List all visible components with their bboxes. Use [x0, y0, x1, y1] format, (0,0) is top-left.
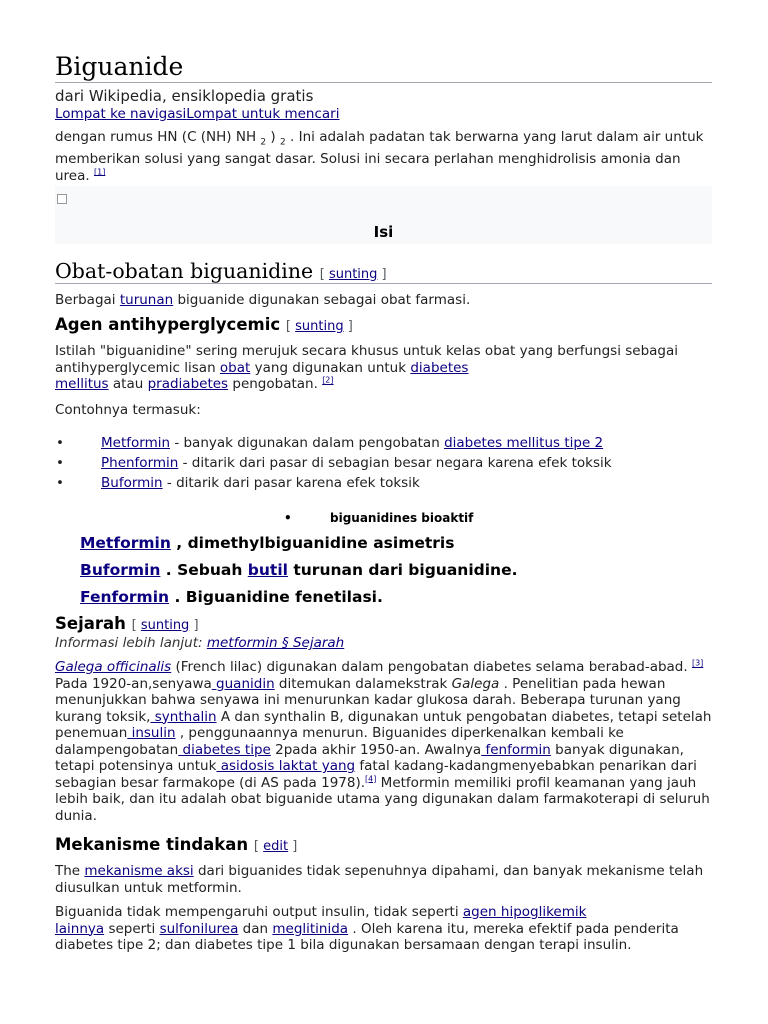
edit-section: [ sunting ]	[319, 267, 387, 282]
heading-text: Obat-obatan biguanidine	[55, 259, 314, 283]
citation-link[interactable]: [1]	[93, 167, 106, 177]
intro-text: )	[266, 129, 280, 145]
asidosis-laktat-link[interactable]: asidosis laktat yang	[216, 758, 356, 774]
fenformin-link[interactable]: fenformin	[481, 741, 551, 758]
page-title: Biguanide	[55, 52, 184, 81]
paragraph: The mekanisme aksi dari biguanides tidak sepenuhnya dipahami, dan banyak mekanisme telah diusulkan untuk metformin.	[55, 863, 704, 896]
edit-section: [ edit ]	[253, 839, 298, 854]
list-item: Buformin . Sebuah butil turunan dari biguanidine.	[80, 561, 518, 579]
paragraph: Biguanida tidak mempengaruhi output insulin, tidak seperti agen hipoglikemik lainnya seperti sulfonilurea dan meglitinida . Oleh karena itu, mereka efektif pada penderita diabetes tipe 2; dan diabetes tipe 1 bila digunakan bersamaan dengan terapi insulin.	[55, 904, 679, 953]
edit-link[interactable]: sunting	[140, 618, 190, 633]
jump-links	[55, 106, 712, 123]
toc-toggle-checkbox[interactable]	[57, 194, 67, 204]
article-page: Biguanide dari Wikipedia, ensiklopedia gratis Lompat ke navigasiLompat untuk mencari dengan rumus HN (C (NH) NH $_2$ ) $_2$ . Ini adalah padatan tak berwarna yang larut dalam air untuk memberikan solusi yang sangat dasar. Solusi ini secara perlahan menghidrolisis amonia dan urea. [1] Isi Obat-obatan biguanidine [ sunting ] Berbagai turunan biguanide digunakan sebagai obat farmasi. Agen antihyperglycemic [ sunting ] Istilah "biguanidine" sering merujuk secara khusus untuk kelas obat yang berfungsi sebagai antihyperglycemic lisan obat yang digunakan untuk diabetes mellitus atau pradiabetes pengobatan. [2] Contohnya termasuk: • Metformin - banyak digunakan dalam pengobatan diabetes mellitus tipe 2 • Phenformin - ditarik dari pasar di sebagian besar negara karena efek toksik • Buformin - ditarik dari pasar karena efek toksik • biguanidines bioaktif Metformin , dimethylbiguanidine asimetris Buformin . Sebuah butil turunan dari biguanidine. Fenformin . Biguanidine fenetilasi. Sejarah [ sunting ] Informasi lebih lanjut: metformin § Sejarah Galega officinalis (French lilac) digunakan dalam pengobatan diabetes selama berabad-abad. [3] Pada 1920-an,senyawa guanidin ditemukan dalamekstrak Galega . Penelitian pada hewan menunjukkan bahwa senyawa ini menurunkan kadar glukosa darah. Beberapa turunan yang kurang toksik, synthalin A dan synthalin B, digunakan untuk pengobatan diabetes, tetapi setelah penemuan insulin , penggunaannya menurun. Biguanides diperkenalkan kembali ke dalampengobatan diabetes tipe 2pada akhir 1950-an. Awalnya fenformin banyak digunakan, tetapi potensinya untuk asidosis laktat yang fatal kadang-kadangmenyebabkan penarikan dari sebagian besar farmakope (di AS pada 1978).[4] Metformin memiliki profil keamanan yang jauh lebih baik, dan itu adalah obat biguanide utama yang digunakan dalam farmakoterapi di seluruh dunia. Mekanisme tindakan [ edit ] The mekanisme aksi dari biguanides tidak sepenuhnya dipahami, dan banyak mekanisme telah diusulkan untuk metformin. Biguanida tidak mempengaruhi output insulin, tidak seperti agen hipoglikemik lainnya seperti sulfonilurea dan meglitinida . Oleh karena itu, mereka efektif pada penderita diabetes tipe 2; dan diabetes tipe 1 bila digunakan bersamaan dengan terapi insulin.	[55, 52, 712, 953]
agen-hipoglikemik-lainnya-link[interactable]: lainnya	[55, 920, 105, 937]
intro-subscript: 2	[260, 137, 267, 148]
paragraph: Istilah "biguanidine" sering merujuk secara khusus untuk kelas obat yang berfungsi sebagai antihyperglycemic lisan obat yang digunakan untuk diabetes mellitus atau pradiabetes pengobatan. [2]	[55, 343, 679, 392]
paragraph: Berbagai turunan biguanide digunakan sebagai obat farmasi.	[55, 292, 471, 308]
diabetes-mellitus-tipe-2-link[interactable]: diabetes mellitus tipe 2	[444, 435, 604, 451]
diabetes-tipe-link[interactable]: diabetes tipe	[178, 741, 271, 758]
list-item: • Buformin - ditarik dari pasar karena efek toksik	[56, 475, 420, 491]
intro-subscript: 2	[280, 137, 286, 148]
turunan-link[interactable]: turunan	[119, 292, 174, 308]
guanidin-link[interactable]: guanidin	[211, 675, 275, 692]
heading-text: Sejarah	[55, 614, 126, 633]
heading-text: Agen antihyperglycemic	[55, 315, 281, 334]
diabetes-link[interactable]: diabetes	[410, 359, 469, 376]
metformin-link[interactable]: Metformin	[101, 435, 171, 451]
toc-title: Isi	[373, 223, 394, 241]
subsection-heading-mekanisme	[55, 834, 712, 858]
sulfonilurea-link[interactable]: sulfonilurea	[159, 920, 239, 937]
edit-link[interactable]: edit	[263, 839, 289, 854]
intro-text: . Ini adalah padatan tak berwarna yang larut dalam air untuk memberikan solusi yang sangat dasar. Solusi ini secara perlahan menghidrolisis amonia dan urea.	[55, 129, 704, 184]
edit-section: [ sunting ]	[285, 319, 353, 334]
mellitus-link[interactable]: mellitus	[55, 376, 109, 392]
edit-section: [ sunting ]	[131, 618, 199, 633]
metformin-sejarah-link[interactable]: metformin § Sejarah	[206, 635, 345, 651]
insulin-link[interactable]: insulin	[127, 725, 176, 741]
bioactive-list	[80, 530, 710, 611]
buformin-link[interactable]: Buformin	[80, 561, 161, 579]
subsection-heading-antihyperglycemic	[55, 314, 712, 338]
synthalin-link[interactable]: synthalin	[150, 708, 217, 725]
list-item: Metformin , dimethylbiguanidine asimetris	[80, 534, 455, 552]
butil-link[interactable]: butil	[247, 561, 288, 579]
list-item: • Phenformin - ditarik dari pasar di sebagian besar negara karena efek toksik	[56, 455, 612, 471]
buformin-link[interactable]: Buformin	[101, 475, 163, 491]
pradiabetes-link[interactable]: pradiabetes	[147, 376, 229, 392]
agen-hipoglikemik-link[interactable]: agen hipoglikemik	[462, 904, 587, 920]
metformin-link[interactable]: Metformin	[80, 534, 171, 552]
examples-list	[55, 435, 712, 495]
fenformin-link[interactable]: Fenformin	[80, 588, 170, 606]
mekanisme-aksi-link[interactable]: mekanisme aksi	[84, 863, 194, 879]
history-paragraph: Galega officinalis (French lilac) digunakan dalam pengobatan diabetes selama berabad-abad. [3] Pada 1920-an,senyawa guanidin ditemukan dalamekstrak Galega . Penelitian pada hewan menunjukkan bahwa senyawa ini menurunkan kadar glukosa darah. Beberapa turunan yang kurang toksik, synthalin A dan synthalin B, digunakan untuk pengobatan diabetes, tetapi setelah penemuan insulin , penggunaannya menurun. Biguanides diperkenalkan kembali ke dalampengobatan diabetes tipe 2pada akhir 1950-an. Awalnya fenformin banyak digunakan, tetapi potensinya untuk asidosis laktat yang fatal kadang-kadangmenyebabkan penarikan dari sebagian besar farmakope (di AS pada 1978).[4] Metformin memiliki profil keamanan yang jauh lebih baik, dan itu adalah obat biguanide utama yang digunakan dalam farmakoterapi di seluruh dunia.	[55, 658, 712, 824]
list-item: Fenformin . Biguanidine fenetilasi.	[80, 588, 383, 606]
list-item: • Metformin - banyak digunakan dalam pengobatan diabetes mellitus tipe 2	[56, 435, 604, 451]
table-of-contents	[55, 186, 712, 244]
jump-to-navigation-link[interactable]: Lompat ke navigasi	[55, 106, 187, 122]
subsection-heading-sejarah	[55, 613, 712, 637]
tagline: dari Wikipedia, ensiklopedia gratis	[55, 87, 314, 105]
citation-link[interactable]: [3]	[691, 658, 704, 668]
examples-intro: Contohnya termasuk:	[55, 402, 201, 418]
see-also-note: Informasi lebih lanjut: metformin § Sejarah	[55, 635, 345, 651]
title-divider	[55, 82, 712, 83]
edit-link[interactable]: sunting	[328, 267, 378, 282]
citation-link[interactable]: [4]	[365, 774, 377, 783]
jump-to-search-link[interactable]: Lompat untuk mencari	[186, 106, 340, 122]
intro-text: dengan rumus HN (C (NH) NH	[55, 129, 261, 145]
obat-link[interactable]: obat	[219, 359, 251, 376]
citation-link[interactable]: [2]	[322, 375, 334, 385]
meglitinida-link[interactable]: meglitinida	[272, 920, 349, 937]
section-divider	[55, 283, 712, 284]
heading-text: Mekanisme tindakan	[55, 835, 249, 854]
edit-link[interactable]: sunting	[295, 319, 344, 334]
galega-officinalis-link[interactable]: Galega officinalis	[55, 659, 172, 675]
intro-paragraph	[55, 129, 712, 184]
phenformin-link[interactable]: Phenformin	[101, 455, 179, 471]
